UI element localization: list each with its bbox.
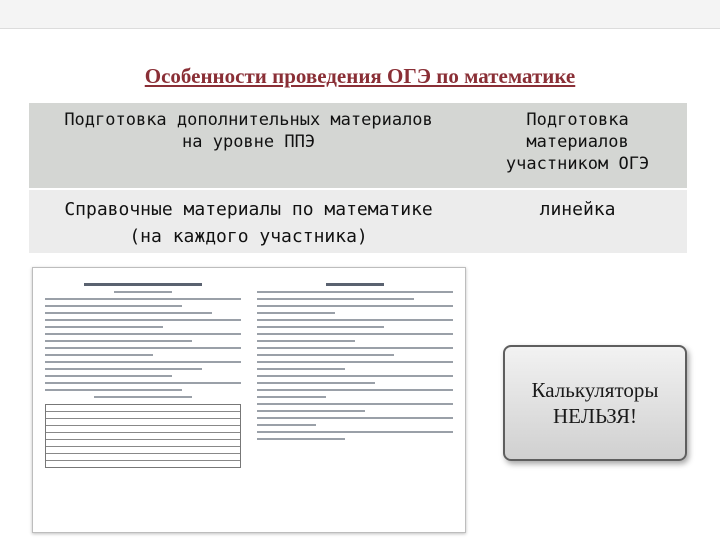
table-header-row bbox=[29, 103, 687, 188]
reference-line2: (на каждого участника) bbox=[129, 226, 368, 247]
header-ppe-line1: Подготовка дополнительных материалов bbox=[64, 110, 433, 130]
header-cell-ppe bbox=[29, 103, 468, 188]
calculators-forbidden-callout bbox=[503, 345, 687, 461]
slide-title: Особенности проведения ОГЭ по математике bbox=[144, 64, 576, 88]
reference-line1: Справочные материалы по математике bbox=[64, 199, 433, 220]
header-participant-line3: участником ОГЭ bbox=[505, 154, 650, 174]
reference-sheet-right-column bbox=[257, 278, 453, 445]
header-cell-participant bbox=[468, 103, 687, 188]
callout-line1: Калькуляторы bbox=[531, 378, 659, 402]
callout-line2: НЕЛЬЗЯ! bbox=[553, 404, 637, 428]
table-row bbox=[29, 190, 687, 253]
header-participant-line2: материалов bbox=[526, 132, 629, 152]
reference-sheet-mini-table bbox=[45, 404, 241, 468]
row-cell-ruler bbox=[468, 190, 687, 253]
row-cell-reference bbox=[29, 190, 468, 253]
reference-sheet-image bbox=[32, 267, 466, 533]
ruler-label: линейка bbox=[539, 199, 616, 220]
materials-table bbox=[29, 103, 687, 253]
header-ppe-line2: на уровне ППЭ bbox=[182, 132, 316, 152]
header-participant-line1: Подготовка bbox=[526, 110, 629, 130]
top-band bbox=[0, 0, 720, 29]
reference-sheet-left-column bbox=[45, 278, 241, 468]
